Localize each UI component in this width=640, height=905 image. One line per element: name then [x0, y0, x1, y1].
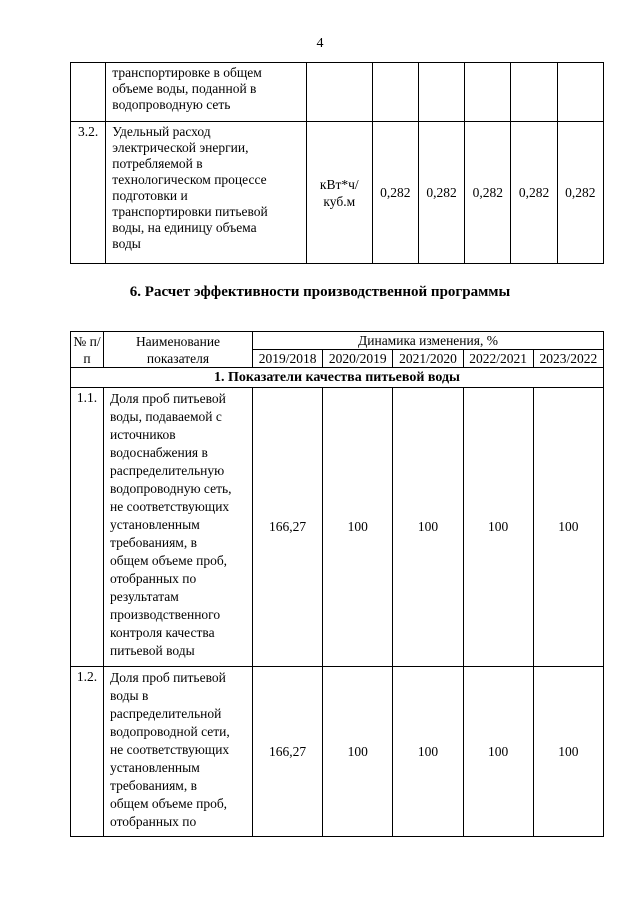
name-line: водопроводную сеть	[112, 97, 231, 112]
unit-cell	[306, 122, 372, 264]
value-cell	[465, 63, 511, 122]
name-line: Доля проб питьевой	[110, 391, 226, 406]
name-line: водоснабжения в	[110, 445, 208, 460]
year-header: 2023/2022	[533, 350, 603, 368]
value-cell	[372, 63, 418, 122]
value-cell	[511, 63, 557, 122]
value-cell: 0,282	[465, 122, 511, 264]
value-cell: 166,27	[253, 388, 323, 667]
value-cell: 0,282	[418, 122, 464, 264]
table-row	[71, 388, 604, 667]
section-heading: 6. Расчет эффективности производственной программы	[129, 284, 511, 300]
name-line: Удельный расход	[112, 124, 211, 139]
value-cell: 0,282	[557, 122, 603, 264]
name-line: транспортировке в общем	[112, 65, 262, 80]
name-line: распределительной	[110, 706, 222, 721]
indicators-table-continued	[70, 62, 604, 264]
indicator-name-cell	[104, 667, 253, 837]
indicator-name-cell	[106, 63, 307, 122]
name-line: требованиям, в	[110, 535, 197, 550]
name-line: требованиям, в	[110, 778, 197, 793]
name-line: технологическом процессе	[112, 172, 267, 187]
name-line: транспортировки питьевой	[112, 204, 268, 219]
row-number-cell: 3.2.	[71, 122, 106, 264]
table-row	[71, 122, 604, 264]
table-row	[71, 667, 604, 837]
indicator-name-cell	[106, 122, 307, 264]
year-header: 2019/2018	[253, 350, 323, 368]
name-line: потребляемой в	[112, 156, 203, 171]
name-line: источников	[110, 427, 176, 442]
unit-cell	[306, 63, 372, 122]
value-cell: 100	[393, 667, 463, 837]
name-line: распределительную	[110, 463, 225, 478]
dynamics-header: Динамика изменения, %	[253, 332, 604, 350]
section-title: 1. Показатели качества питьевой воды	[71, 368, 604, 388]
section-row	[71, 368, 604, 388]
name-line: отобранных по	[110, 814, 197, 829]
header-line: №	[73, 333, 87, 349]
row-number-cell	[71, 63, 106, 122]
header-line: п/п	[83, 333, 101, 366]
name-line: общем объеме проб,	[110, 553, 228, 568]
year-header: 2020/2019	[323, 350, 393, 368]
name-line: водопроводную сеть,	[110, 481, 232, 496]
year-header: 2022/2021	[463, 350, 533, 368]
header-row	[71, 332, 604, 350]
value-cell: 100	[533, 667, 603, 837]
value-cell: 100	[533, 388, 603, 667]
name-header	[104, 332, 253, 368]
name-line: не соответствующих	[110, 742, 230, 757]
name-line: воды, на единицу объема	[112, 220, 257, 235]
value-cell: 100	[463, 388, 533, 667]
unit-line: кВт*ч/	[319, 176, 359, 192]
value-cell: 100	[323, 388, 393, 667]
value-cell: 166,27	[253, 667, 323, 837]
value-cell: 100	[323, 667, 393, 837]
name-line: производственного	[110, 607, 221, 622]
value-cell	[418, 63, 464, 122]
year-header: 2021/2020	[393, 350, 463, 368]
value-cell: 0,282	[511, 122, 557, 264]
value-cell	[557, 63, 603, 122]
name-line: подготовки и	[112, 188, 188, 203]
name-line: общем объеме проб,	[110, 796, 228, 811]
number-header	[71, 332, 104, 368]
value-cell: 100	[463, 667, 533, 837]
value-cell: 100	[393, 388, 463, 667]
row-number-cell: 1.2.	[71, 667, 104, 837]
name-line: не соответствующих	[110, 499, 230, 514]
name-line: установленным	[110, 517, 200, 532]
unit-line: куб.м	[323, 193, 356, 209]
row-number-cell: 1.1.	[71, 388, 104, 667]
name-line: объеме воды, поданной в	[112, 81, 257, 96]
name-line: результатам	[110, 589, 179, 604]
name-line: отобранных по	[110, 571, 197, 586]
value-cell: 0,282	[372, 122, 418, 264]
name-line: воды	[112, 236, 141, 251]
efficiency-table	[70, 331, 604, 837]
header-line: Наименование	[135, 333, 221, 349]
name-line: контроля качества	[110, 625, 215, 640]
indicator-name-cell	[104, 388, 253, 667]
header-line: показателя	[146, 350, 210, 366]
name-line: воды в	[110, 688, 149, 703]
name-line: водопроводной сети,	[110, 724, 230, 739]
name-line: установленным	[110, 760, 200, 775]
name-line: Доля проб питьевой	[110, 670, 226, 685]
name-line: питьевой воды	[110, 643, 195, 658]
table-row	[71, 63, 604, 122]
name-line: электрической энергии,	[112, 140, 249, 155]
page-number: 4	[316, 36, 324, 51]
name-line: воды, подаваемой с	[110, 409, 222, 424]
